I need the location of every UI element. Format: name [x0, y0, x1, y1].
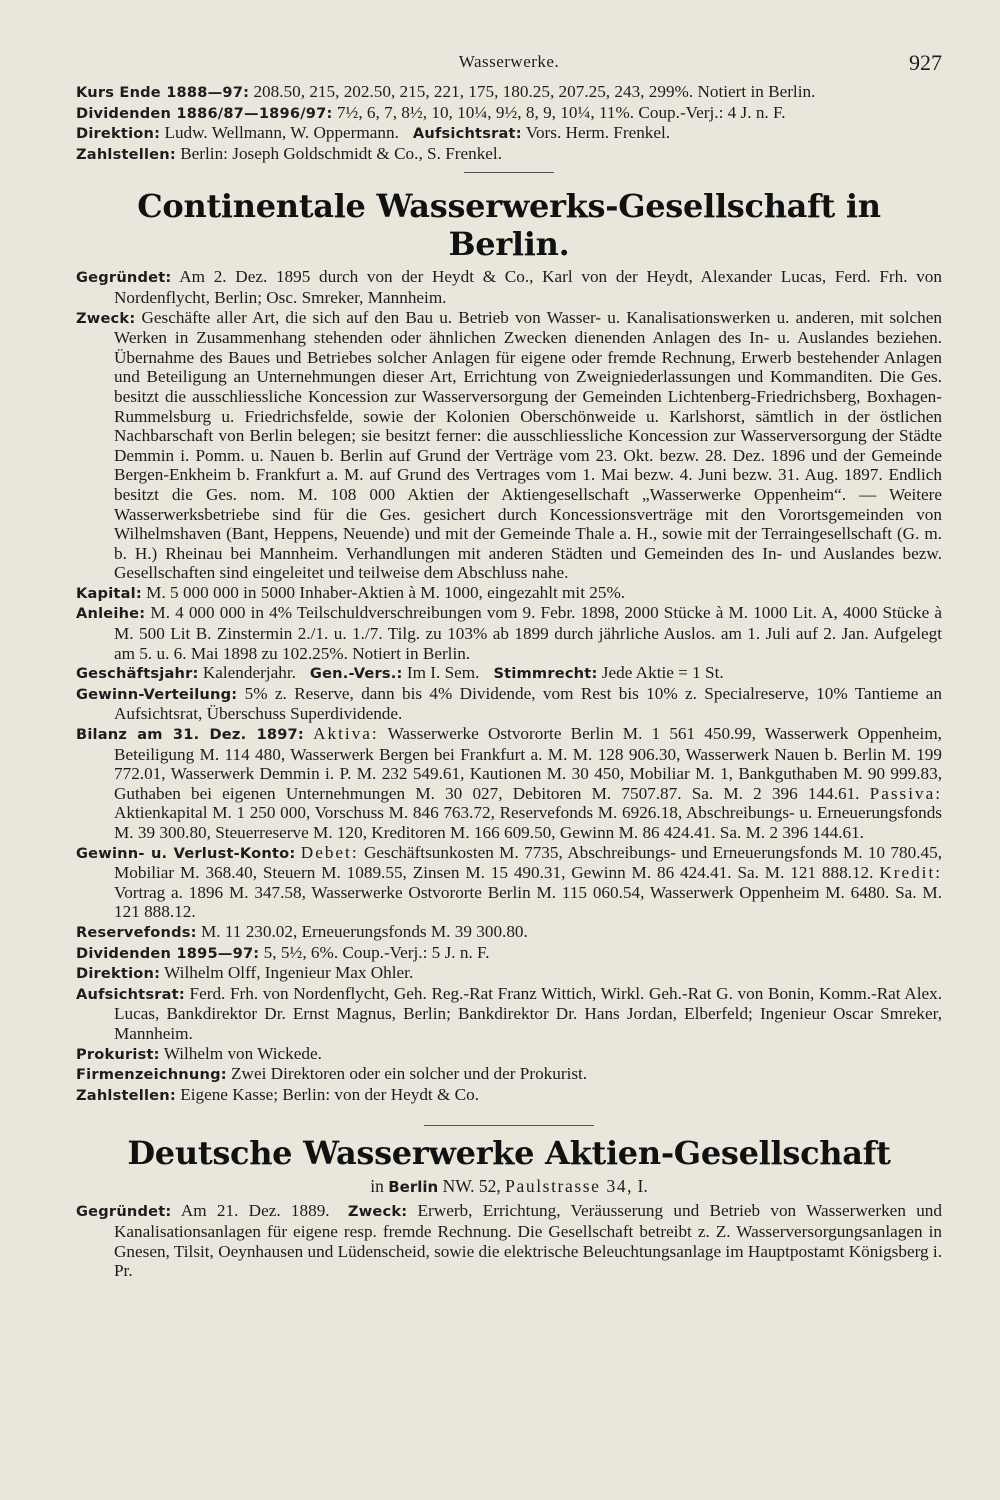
firmenzeichnung-label: Firmenzeichnung:	[76, 1066, 227, 1084]
gegruendet-c2-text: Am 21. Dez. 1889.	[171, 1201, 330, 1221]
reservefonds-label: Reservefonds:	[76, 923, 197, 941]
stimmrecht-label: Stimmrecht:	[493, 665, 598, 683]
address-street: Paulstrasse 34,	[505, 1176, 634, 1197]
dividenden-1895-label: Dividenden 1895—97:	[76, 944, 260, 962]
passiva-text: Aktienkapital M. 1 250 000, Vorschuss M. 846 763.72, Reservefonds M. 6926.18, Abschreibungs- u. Erneuerungsfonds M. 39 300.80, Steuerreserve M. 120, Kreditoren M. 166 609.50, Gewinn M. 86 424.41. Sa. M. 2 396 144.61.	[114, 803, 942, 842]
company-title-deutsche: Deutsche Wasserwerke Aktien-Gesellschaft	[127, 1134, 891, 1173]
page-number: 927	[909, 50, 942, 75]
gegruendet-c2-label: Gegründet:	[76, 1203, 172, 1221]
anleihe-entry	[76, 603, 942, 663]
section-divider	[464, 172, 554, 173]
section-divider	[424, 1125, 594, 1126]
running-head	[76, 52, 942, 82]
zahlstellen-entry	[76, 144, 942, 165]
debet-text: Geschäftsunkosten M. 7735, Abschreibungs- und Erneuerungsfonds M. 10 780.45, Mobiliar M. 368.40, Steuern M. 1089.55, Zinsen M. 15 490.31, Gewinn M. 86 424.41. Sa. M. 121 888.12.	[114, 842, 942, 883]
anleihe-label: Anleihe:	[76, 605, 146, 623]
gewinnverteilung-entry	[76, 684, 942, 724]
zweck-c2-text: Erwerb, Errichtung, Veräusserung und Betrieb von Wasserwerken und Kanalisationsanlagen für eigene resp. fremde Rechnung. Die Gesellschaft betreibt z. Z. Wasserversorgungsanlagen in Gnesen, Tilsit, Oeynhausen und Lüdenscheid, sowie die elektrische Beleuchtungsanlage im Hauptpostamt Königsberg i. Pr.	[114, 1201, 942, 1281]
reservefonds-entry	[76, 922, 942, 943]
running-head-title: Wasserwerke.	[458, 52, 560, 71]
geschaeftsjahr-entry	[76, 663, 942, 684]
guv-label: Gewinn- u. Verlust-Konto:	[76, 844, 296, 862]
aktiva-label: Aktiva:	[313, 724, 379, 744]
aufsichtsrat-label: Aufsichtsrat:	[412, 125, 522, 143]
address-floor: I.	[633, 1176, 648, 1197]
direktion-entry	[76, 123, 942, 144]
genvers-text: Im I. Sem.	[402, 663, 480, 683]
dividenden-1895-entry	[76, 943, 942, 964]
zahlstellen-c1-label: Zahlstellen:	[76, 1086, 176, 1104]
dividenden-1895-text: 5, 5½, 6%. Coup.-Verj.: 5 J. n. F.	[259, 942, 490, 962]
gewinnverteilung-label: Gewinn-Verteilung:	[76, 685, 238, 703]
zahlstellen-text: Berlin: Joseph Goldschmidt & Co., S. Frenkel.	[175, 143, 502, 163]
kurs-label: Kurs Ende 1888—97:	[76, 84, 250, 101]
bilanz-label: Bilanz am 31. Dez. 1897:	[76, 726, 304, 744]
kapital-label: Kapital:	[76, 584, 142, 602]
address-in: in	[370, 1176, 389, 1197]
aufsichtsrat-c1-text: Ferd. Frh. von Nordenflycht, Geh. Reg.-Rat Franz Wittich, Wirkl. Geh.-Rat G. von Bonin, Komm.-Rat Alex. Lucas, Bankdirektor Dr. Ernst Magnus, Berlin; Bankdirektor Dr. Hans Jordan, Elberfeld; Ingenieur Oscar Smreker, Mannheim.	[114, 983, 942, 1043]
kapital-text: M. 5 000 000 in 5000 Inhaber-Aktien à M. 1000, eingezahlt mit 25%.	[141, 582, 626, 602]
guv-entry	[76, 843, 942, 922]
prokurist-entry	[76, 1044, 942, 1065]
gegruendet-c2-entry	[76, 1201, 942, 1280]
geschaeftsjahr-text: Kalenderjahr.	[198, 663, 296, 683]
stimmrecht-text: Jede Aktie = 1 St.	[597, 663, 724, 683]
prokurist-text: Wilhelm von Wickede.	[159, 1043, 322, 1063]
kapital-entry	[76, 583, 942, 604]
zahlstellen-c1-entry	[76, 1085, 942, 1106]
zweck-text: Geschäfte aller Art, die sich auf den Bau u. Betrieb von Wasser- u. Kanalisationswerken u. anderen, mit solchen Werken in Zusammenhang stehenden oder ähnlichen Zwecken dienenden Anlagen des In- u. Auslandes beziehen. Übernahme des Baues und Betriebes solcher Anlagen für eigene oder fremde Rechnung, Erwerb bestehender Anlagen und Beteiligung an Unternehmungen dieser Art, Errichtung von Zweigniederlassungen und Kommanditen. Die Ges. besitzt die ausschliessliche Koncession zur Wasserversorgung der Gemeinden Lichtenberg-Friedrichsberg, Boxhagen-Rummelsburg u. Friedrichsfelde, sowie der Kolonien Oberschönweide u. Karlshorst, sämtlich in der östlichen Nachbarschaft von Berlin belegen; sie besitzt ferner: die ausschliessliche Koncession zur Wasserversorgung der Städte Demmin i. Pomm. u. Nauen b. Berlin auf Grund der Verträge vom 23. Okt. bezw. 28. Dez. 1896 und der Gemeinde Bergen-Enkheim b. Frankfurt a. M. auf Grund des Vertrages vom 1. Mai bezw. 4. Juni bezw. 31. Aug. 1897. Endlich besitzt die Ges. nom. M. 108 000 Aktien der Aktiengesellschaft „Wasserwerke Oppenheim“. — Weitere Wasserwerksbetriebe sind für die Ges. gesichert durch Koncessionsverträge mit den Vorortsgemeinden von Wilhelmshaven (Bant, Heppens, Neuende) und mit der Gemeinde Thale a. H., sowie mit der Terraingesellschaft (G. m. b. H.) Rheinau bei Mannheim. Verhandlungen mit anderen Städten und Gemeinden des In- und Auslandes bezw. Gesellschaften sind eingeleitet und teilweise dem Abschluss nahe.	[114, 307, 942, 583]
gegruendet-entry	[76, 267, 942, 307]
zweck-label: Zweck:	[76, 309, 136, 327]
direktion-c1-text: Wilhelm Olff, Ingenieur Max Ohler.	[160, 963, 414, 983]
aufsichtsrat-c1-label: Aufsichtsrat:	[76, 985, 185, 1003]
dividenden-label: Dividenden 1886/87—1896/97:	[76, 104, 333, 122]
company-address	[76, 1176, 942, 1197]
direktion-text: Ludw. Wellmann, W. Oppermann.	[160, 123, 399, 143]
aktiva-text: Wasserwerke Ostvororte Berlin M. 1 561 450.99, Wasserwerk Oppenheim, Beteiligung M. 114 480, Wasserwerk Bergen bei Frankfurt a. M. M. 128 906.30, Wasserwerk Nauen b. Berlin M. 199 772.01, Wasserwerk Demmin i. P. M. 232 549.61, Kautionen M. 30 450, Mobiliar M. 1, Bankguthaben M. 90 999.83, Guthaben bei eigenen Unternehmungen M. 30 027, Debitoren M. 7507.87. Sa. M. 2 396 144.61.	[114, 724, 942, 803]
bilanz-entry	[76, 724, 942, 843]
reservefonds-text: M. 11 230.02, Erneuerungsfonds M. 39 300.80.	[196, 921, 528, 941]
passiva-label: Passiva:	[869, 783, 943, 803]
prokurist-label: Prokurist:	[76, 1045, 160, 1063]
gegruendet-text: Am 2. Dez. 1895 durch von der Heydt & Co., Karl von der Heydt, Alexander Lucas, Ferd. Frh. von Nordenflycht, Berlin; Osc. Smreker, Mannheim.	[114, 267, 942, 307]
direktion-c1-label: Direktion:	[76, 965, 161, 983]
gegruendet-label: Gegründet:	[76, 269, 172, 287]
aufsichtsrat-text: Vors. Herm. Frenkel.	[521, 123, 671, 143]
company-title-continentale: Continentale Wasserwerks-Gesellschaft in Berlin.	[137, 187, 881, 264]
genvers-label: Gen.-Vers.:	[309, 665, 403, 683]
geschaeftsjahr-label: Geschäftsjahr:	[76, 665, 199, 683]
anleihe-text: M. 4 000 000 in 4% Teilschuldverschreibungen vom 9. Febr. 1898, 2000 Stücke à M. 1000 Lit. A, 4000 Stücke à M. 500 Lit B. Zinstermin 2./1. u. 1./7. Tilg. zu 103% ab 1899 durch jährliche Auslos. am 1. Juli auf 2. Jan. Aufgelegt am 5. u. 6. Mai 1898 zu 102.25%. Notiert in Berlin.	[114, 603, 942, 663]
dividenden-entry	[76, 103, 942, 124]
zweck-entry	[76, 308, 942, 583]
direktion-label: Direktion:	[76, 125, 161, 143]
aufsichtsrat-c1-entry	[76, 984, 942, 1044]
debet-label: Debet:	[300, 842, 359, 862]
kredit-text: Vortrag a. 1896 M. 347.58, Wasserwerke Ostvororte Berlin M. 115 060.54, Wasserwerk Oppenheim M. 6480. Sa. M. 121 888.12.	[114, 882, 942, 922]
address-postal: NW. 52,	[438, 1176, 506, 1197]
gewinnverteilung-text: 5% z. Reserve, dann bis 4% Dividende, vom Rest bis 10% z. Specialreserve, 10% Tantieme an Aufsichtsrat, Überschuss Superdividende.	[114, 683, 942, 724]
kurs-entry	[76, 82, 942, 103]
zahlstellen-label: Zahlstellen:	[76, 145, 176, 163]
zweck-c2-label: Zweck:	[347, 1203, 408, 1221]
direktion-c1-entry	[76, 963, 942, 984]
dividenden-text: 7½, 6, 7, 8½, 10, 10¼, 9½, 8, 9, 10¼, 11%. Coup.-Verj.: 4 J. n. F.	[332, 102, 786, 122]
firmenzeichnung-text: Zwei Direktoren oder ein solcher und der Prokurist.	[226, 1064, 588, 1084]
kurs-text: 208.50, 215, 202.50, 215, 221, 175, 180.25, 207.25, 243, 299%. Notiert in Berlin.	[249, 82, 816, 101]
zahlstellen-c1-text: Eigene Kasse; Berlin: von der Heydt & Co.	[175, 1084, 480, 1104]
address-city: Berlin	[388, 1178, 439, 1197]
kredit-label: Kredit:	[879, 863, 943, 883]
firmenzeichnung-entry	[76, 1064, 942, 1085]
